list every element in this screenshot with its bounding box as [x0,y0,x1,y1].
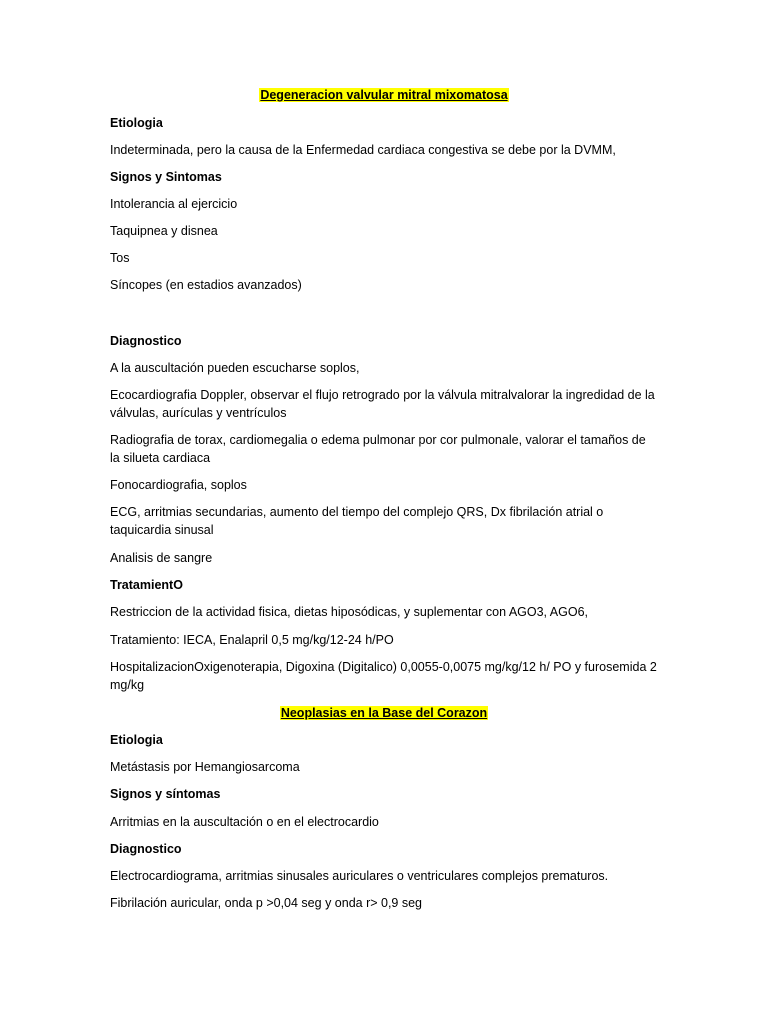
section-title-row [0,704,768,722]
signo-item: Tos [110,251,130,265]
signos-heading: Signos y síntomas [110,787,221,801]
diagnostico-heading: Diagnostico [110,842,182,856]
signo-item: Intolerancia al ejercicio [110,197,238,211]
diagnostico-item: Analisis de sangre [110,551,213,565]
signos-heading: Signos y Sintomas [110,170,222,184]
tratamiento-item: Tratamiento: IECA, Enalapril 0,5 mg/kg/12-24 h/PO [110,633,394,647]
signo-item: Arritmias en la auscultación o en el electrocardio [110,815,379,829]
etiologia-heading: Etiologia [110,733,163,747]
diagnostico-item: Radiografia de torax, cardiomegalia o edema pulmonar por cor pulmonale, valorar el tamaños de la silueta cardiaca [110,433,646,465]
etiologia-text: Metástasis por Hemangiosarcoma [110,760,300,774]
signo-item: Síncopes (en estadios avanzados) [110,278,302,292]
section-title: Degeneracion valvular mitral mixomatosa [260,88,508,102]
signo-item: Taquipnea y disnea [110,224,218,238]
diagnostico-item: Fonocardiografia, soplos [110,478,247,492]
etiologia-heading: Etiologia [110,116,163,130]
diagnostico-item: Ecocardiografia Doppler, observar el flujo retrogrado por la válvula mitralvalorar la ingredidad de la válvulas, aurículas y ventrículos [110,388,655,420]
tratamiento-heading: TratamientO [110,578,183,592]
tratamiento-item: Restriccion de la actividad fisica, dietas hiposódicas, y suplementar con AGO3, AGO6, [110,605,589,619]
section-title-row [0,86,768,104]
diagnostico-item: ECG, arritmias secundarias, aumento del tiempo del complejo QRS, Dx fibrilación atrial o taquicardia sinusal [110,505,604,537]
diagnostico-item: Fibrilación auricular, onda p >0,04 seg y onda r> 0,9 seg [110,896,423,910]
diagnostico-item: Electrocardiograma, arritmias sinusales auriculares o ventriculares complejos prematuros. [110,869,609,883]
diagnostico-heading: Diagnostico [110,334,182,348]
tratamiento-item: HospitalizacionOxigenoterapia, Digoxina (Digitalico) 0,0055-0,0075 mg/kg/12 h/ PO y furosemida 2 mg/kg [110,660,657,692]
etiologia-text: Indeterminada, pero la causa de la Enfermedad cardiaca congestiva se debe por la DVMM, [110,143,616,157]
section-title: Neoplasias en la Base del Corazon [280,706,488,720]
diagnostico-item: A la auscultación pueden escucharse soplos, [110,361,360,375]
